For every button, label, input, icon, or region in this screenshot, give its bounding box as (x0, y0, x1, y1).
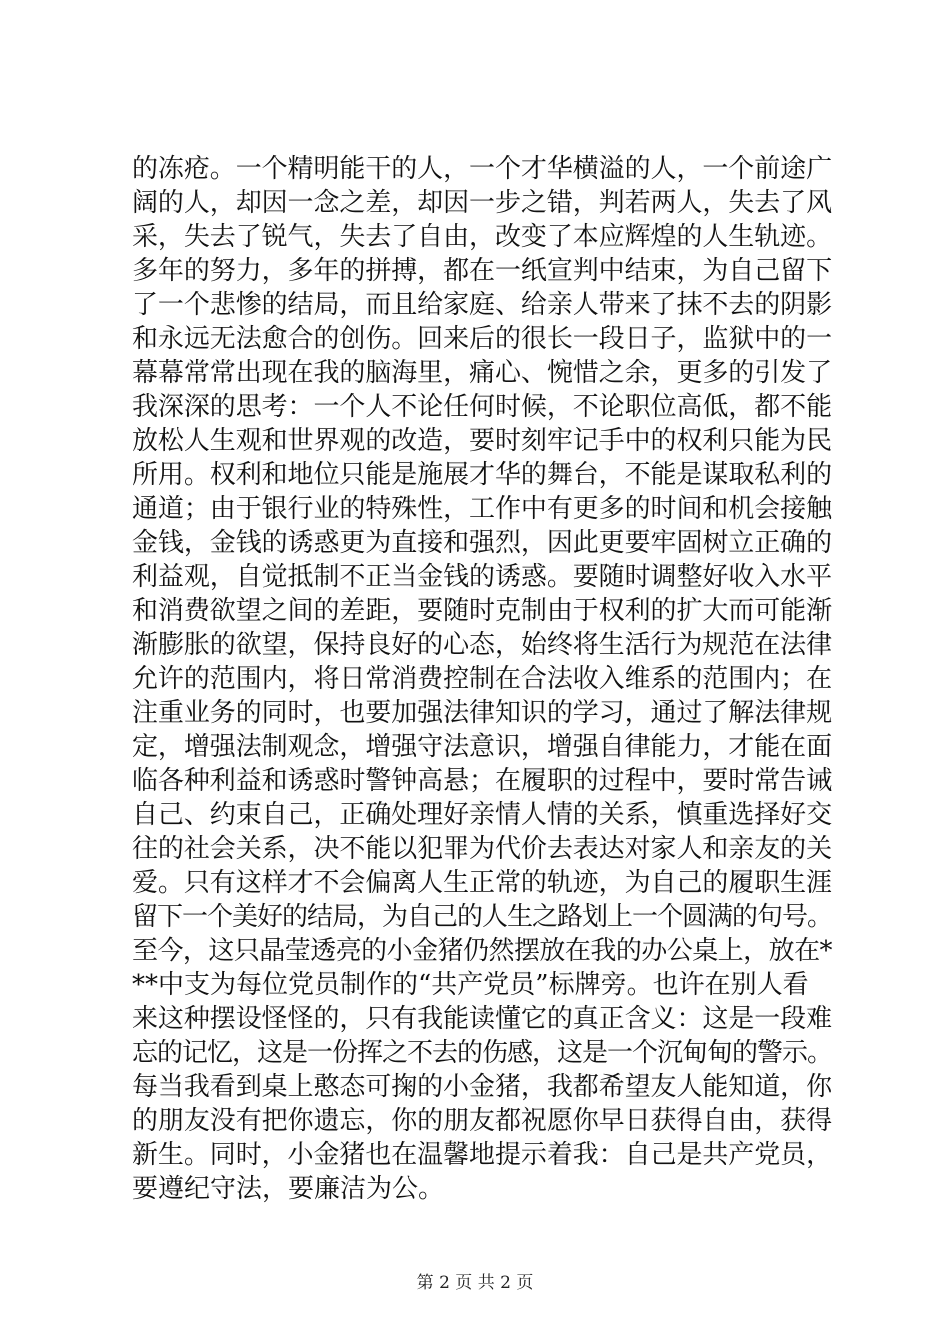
text-line: 至今，这只晶莹透亮的小金猪仍然摆放在我的办公桌上，放在* (132, 936, 833, 966)
text-line: 自己、约束自己，正确处理好亲情人情的关系，慎重选择好交 (132, 800, 833, 830)
text-line: 我深深的思考：一个人不论任何时候，不论职位高低，都不能 (132, 392, 833, 422)
text-line: 注重业务的同时，也要加强法律知识的学习，通过了解法律规 (132, 698, 833, 728)
text-line: 忘的记忆，这是一份挥之不去的伤感，这是一个沉甸甸的警示。 (132, 1038, 833, 1068)
text-line: 利益观，自觉抵制不正当金钱的诱惑。要随时调整好收入水平 (132, 562, 833, 592)
text-line: 所用。权利和地位只能是施展才华的舞台，不能是谋取私利的 (132, 460, 833, 490)
text-line: 往的社会关系，决不能以犯罪为代价去表达对家人和亲友的关 (132, 834, 833, 864)
text-line: 的朋友没有把你遗忘，你的朋友都祝愿你早日获得自由，获得 (132, 1106, 833, 1136)
text-line: 金钱，金钱的诱惑更为直接和强烈，因此更要牢固树立正确的 (132, 528, 833, 558)
text-line: 采，失去了锐气，失去了自由，改变了本应辉煌的人生轨迹。 (132, 222, 833, 252)
text-line: 的冻疮。一个精明能干的人，一个才华横溢的人，一个前途广 (132, 154, 833, 184)
text-line: 和永远无法愈合的创伤。回来后的很长一段日子，监狱中的一 (132, 324, 833, 354)
text-line: **中支为每位党员制作的“共产党员”标牌旁。也许在别人看 (132, 970, 809, 1000)
text-line: 临各种利益和诱惑时警钟高悬；在履职的过程中，要时常告诫 (132, 766, 833, 796)
text-line: 爱。只有这样才不会偏离人生正常的轨迹，为自己的履职生涯 (132, 868, 833, 898)
text-line: 通道；由于银行业的特殊性，工作中有更多的时间和机会接触 (132, 494, 833, 524)
text-line: 要遵纪守法，要廉洁为公。 (132, 1174, 445, 1204)
text-line: 和消费欲望之间的差距，要随时克制由于权利的扩大而可能渐 (132, 596, 833, 626)
text-line: 允许的范围内，将日常消费控制在合法收入维系的范围内；在 (132, 664, 833, 694)
body-text (132, 152, 832, 1206)
text-line: 多年的努力，多年的拼搏，都在一纸宣判中结束，为自己留下 (132, 256, 833, 286)
text-line: 了一个悲惨的结局，而且给家庭、给亲人带来了抹不去的阴影 (132, 290, 833, 320)
text-line: 幕幕常常出现在我的脑海里，痛心、惋惜之余，更多的引发了 (132, 358, 833, 388)
text-line: 新生。同时，小金猪也在温馨地提示着我：自己是共产党员， (132, 1140, 833, 1170)
page-footer: 第 2 页 共 2 页 (416, 1273, 534, 1293)
text-line: 来这种摆设怪怪的，只有我能读懂它的真正含义：这是一段难 (132, 1004, 833, 1034)
text-line: 定，增强法制观念，增强守法意识，增强自律能力，才能在面 (132, 732, 833, 762)
text-line: 阔的人，却因一念之差，却因一步之错，判若两人，失去了风 (132, 188, 833, 218)
text-line: 放松人生观和世界观的改造，要时刻牢记手中的权利只能为民 (132, 426, 833, 456)
text-line: 留下一个美好的结局，为自己的人生之路划上一个圆满的句号。 (132, 902, 833, 932)
text-line: 渐膨胀的欲望，保持良好的心态，始终将生活行为规范在法律 (132, 630, 833, 660)
text-line: 每当我看到桌上憨态可掬的小金猪，我都希望友人能知道，你 (132, 1072, 833, 1102)
